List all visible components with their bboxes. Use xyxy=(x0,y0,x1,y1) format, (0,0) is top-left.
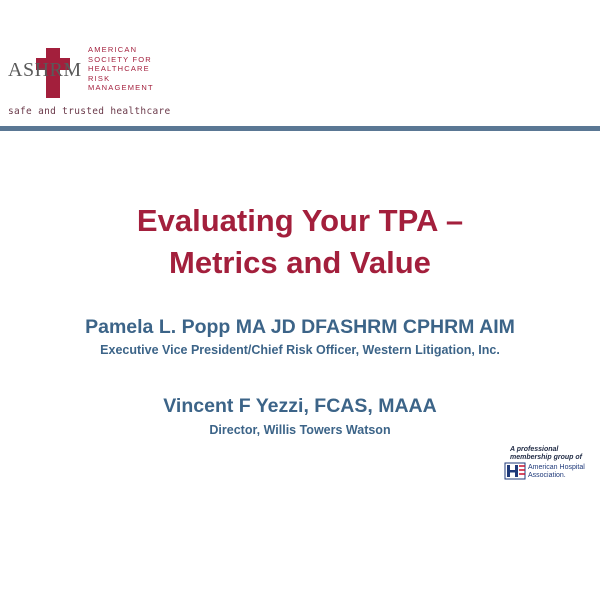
logo-tagline: safe and trusted healthcare xyxy=(8,106,171,117)
title-line-2: Metrics and Value xyxy=(169,245,431,280)
ashrm-logo xyxy=(8,44,208,124)
aha-name: American Hospital Association. xyxy=(528,464,585,479)
slide-title xyxy=(0,200,600,284)
logo-wordmark: ASHRM xyxy=(8,59,82,81)
header-divider xyxy=(0,126,600,131)
presenter-2-name: Vincent F Yezzi, FCAS, MAAA xyxy=(163,395,437,417)
title-line-1: Evaluating Your TPA – xyxy=(136,203,464,238)
logo-org-name: AMERICAN SOCIETY FOR HEALTHCARE RISK MANAGEMENT xyxy=(88,45,154,93)
aha-caption: A professional membership group of xyxy=(510,446,582,461)
aha-badge xyxy=(504,446,596,486)
presenter-1-role: Executive Vice President/Chief Risk Officer, Western Litigation, Inc. xyxy=(100,343,500,357)
presenter-1-name: Pamela L. Popp MA JD DFASHRM CPHRM AIM xyxy=(85,316,515,338)
aha-flag-icon xyxy=(504,462,526,480)
presenter-2-role: Director, Willis Towers Watson xyxy=(209,423,391,437)
